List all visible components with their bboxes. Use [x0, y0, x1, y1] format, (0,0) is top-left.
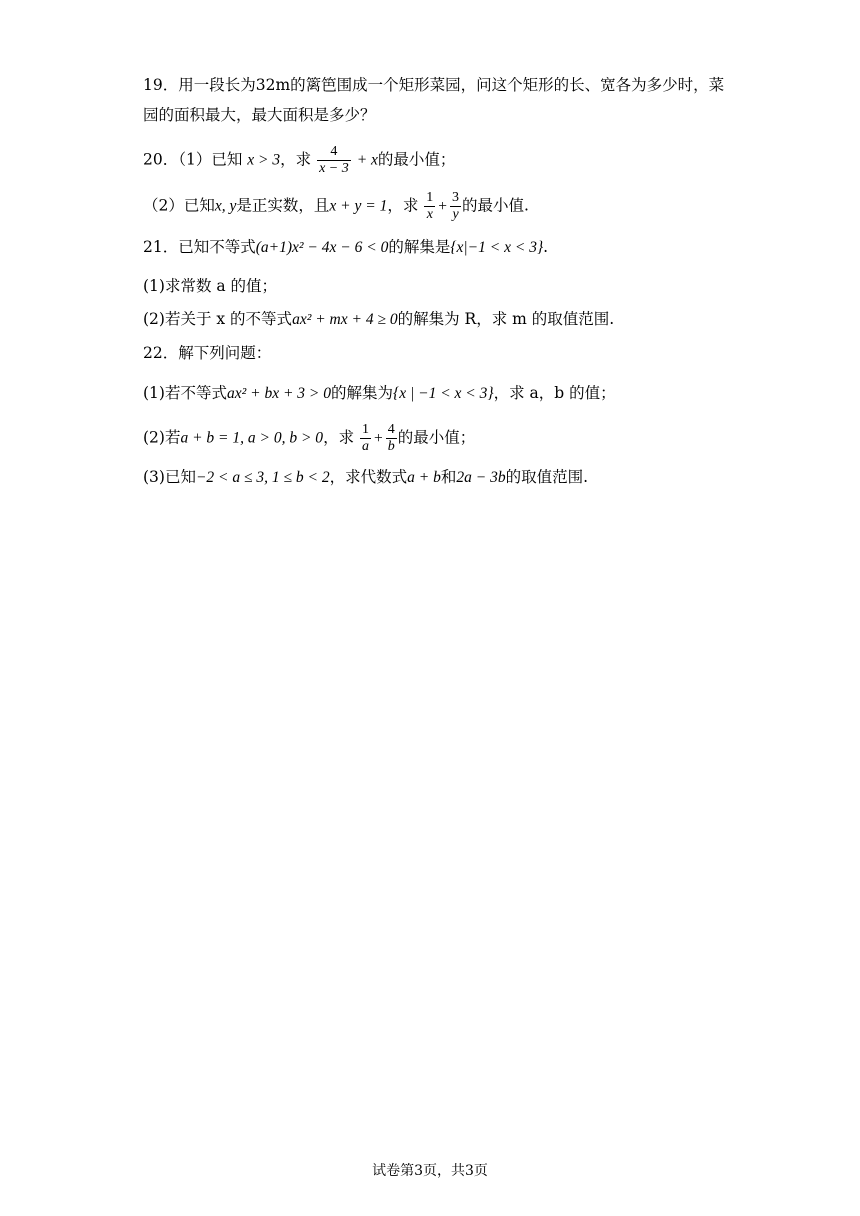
q21-inequality: (a+1)x² − 4x − 6 < 0: [255, 239, 389, 256]
q20-p1-condition: x > 3: [247, 151, 281, 169]
q21-mid: 的解集是: [388, 238, 451, 256]
q20-p2-condition: x + y = 1: [329, 197, 388, 215]
q21-p2-end: 的解集为 R，求 m 的取值范围.: [397, 310, 615, 328]
q22-p1-set: {x | −1 < x < 3}: [393, 385, 494, 402]
q22-p2-frac1-num: 1: [362, 422, 370, 437]
q22-p2-fraction-1: [360, 422, 371, 455]
q20-p2-fraction-1: [424, 190, 435, 223]
q22-p3-start: (3)已知: [143, 468, 196, 486]
q22-p1-mid: 的解集为: [331, 384, 394, 402]
q20-p1-frac-num: 4: [330, 144, 338, 159]
q20-p2-frac2-den: y: [450, 206, 461, 223]
q20-p2-vars: x, y: [214, 197, 237, 215]
q20-p2-frac2-num: 3: [452, 190, 460, 205]
q22-part2: [143, 422, 475, 455]
q21-number: 21．: [143, 238, 179, 256]
q22-p2-start: (2)若: [143, 428, 181, 447]
q22-p3-mid: ，求代数式: [329, 468, 408, 486]
q22-part1: [143, 383, 616, 404]
q20-p2-frac1-den: x: [424, 206, 435, 223]
q22-p2-frac2-den: b: [387, 439, 395, 454]
q19-line1: [143, 75, 724, 95]
q22-p3-expr1: a + b: [407, 469, 441, 486]
q22-p1-inequality: ax² + bx + 3 > 0: [226, 385, 332, 402]
q22-p2-mid: ，求: [323, 428, 355, 447]
q22-p3-end: 的取值范围.: [505, 468, 589, 486]
q22-p2-end: 的最小值；: [397, 428, 476, 447]
page-footer: [0, 1160, 860, 1180]
q22-p3-condition: −2 < a ≤ 3, 1 ≤ b < 2: [195, 469, 330, 486]
q21-p2-inequality: ax² + mx + 4 ≥ 0: [292, 311, 398, 328]
q22-p2-frac1-den: a: [362, 439, 370, 454]
q21-part1: [143, 276, 277, 296]
q19-text-1: 用一段长为32m的篱笆围成一个矩形菜园，问这个矩形的长、宽各为多少时，菜: [178, 76, 725, 94]
q22-p3-expr2: 2a − 3b: [456, 469, 506, 486]
q22-part3: [143, 467, 588, 488]
q20-p2-end: 的最小值.: [462, 196, 529, 215]
q20-p1-label: （1）已知: [178, 150, 243, 169]
q20-p1-mid: ，求: [280, 150, 312, 169]
q22-title-line: [143, 343, 271, 363]
q20-p1-fraction: [317, 144, 351, 177]
q20-p1-frac-den: x − 3: [319, 161, 349, 176]
q22-title: 解下列问题：: [178, 344, 272, 362]
q22-p1-end: ，求 a，b 的值；: [493, 384, 616, 402]
q20-p2-fraction-2: [450, 190, 461, 223]
q21-p2-start: (2)若关于 x 的不等式: [143, 310, 293, 328]
q22-p2-condition: a + b = 1, a > 0, b > 0: [180, 429, 324, 447]
q19-line2: [143, 105, 376, 125]
q21-part2: [143, 309, 614, 330]
page-number-label: 试卷第3页，共3页: [372, 1163, 488, 1179]
q22-p2-fraction-2: [386, 422, 397, 455]
q22-p3-and: 和: [440, 468, 457, 486]
q20-p2-text1: 是正实数，且: [236, 196, 330, 215]
q20-part2: [143, 190, 529, 223]
q20-p2-label: （2）已知: [143, 196, 215, 215]
q22-p2-frac2-num: 4: [387, 422, 395, 437]
q20-p1-plus: + x: [356, 151, 378, 169]
q21-p1-text: (1)求常数 a 的值；: [143, 277, 278, 295]
q20-p2-frac1-num: 1: [426, 190, 434, 205]
q22-number: 22．: [143, 344, 179, 362]
q20-p2-mid: ，求: [387, 196, 419, 215]
q21-line1: [143, 237, 548, 258]
q21-solution-set: {x|−1 < x < 3}: [450, 239, 544, 256]
q20-p2-plus: +: [438, 197, 448, 215]
q20-p1-end: 的最小值；: [377, 150, 456, 169]
q22-p1-start: (1)若不等式: [143, 384, 227, 402]
q20-part1: [143, 144, 455, 177]
q21-end: .: [543, 238, 549, 256]
q21-intro: 已知不等式: [178, 238, 256, 256]
q19-number: 19．: [143, 76, 179, 94]
q20-number: 20．: [143, 150, 179, 169]
q19-text-2: 园的面积最大，最大面积是多少？: [143, 106, 376, 124]
q22-p2-plus: +: [374, 429, 383, 447]
